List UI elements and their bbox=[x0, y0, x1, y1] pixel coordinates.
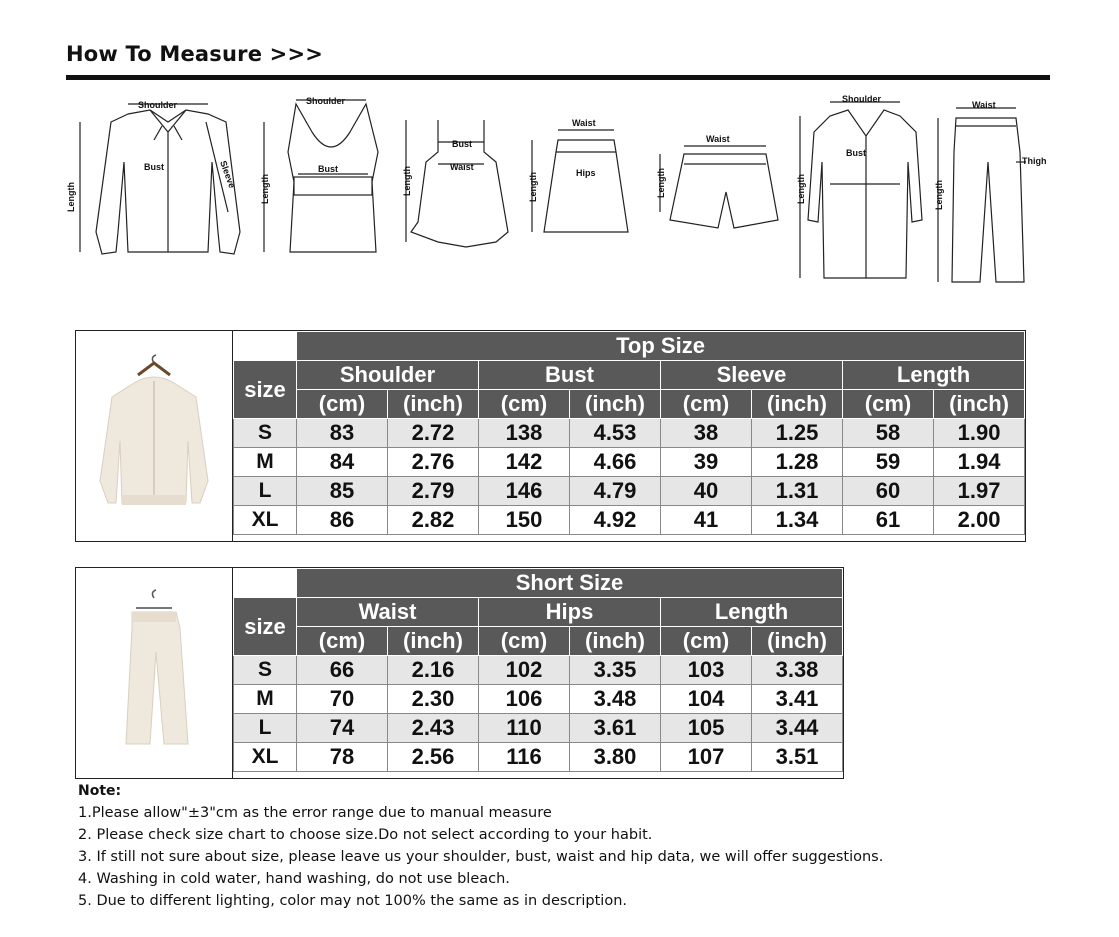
value-cell: 2.43 bbox=[388, 714, 479, 743]
top-size-title: Top Size bbox=[297, 332, 1025, 361]
top-unit-header: (cm) bbox=[661, 390, 752, 419]
top-size-chart bbox=[75, 330, 1026, 542]
value-cell: 2.00 bbox=[934, 506, 1025, 535]
page-title: How To Measure >>> bbox=[66, 42, 324, 66]
pants-image bbox=[76, 568, 232, 778]
note-item: 4. Washing in cold water, hand washing, do not use bleach. bbox=[78, 871, 510, 887]
value-cell: 58 bbox=[843, 419, 934, 448]
top-group-header: Bust bbox=[479, 361, 661, 390]
short-unit-header: (cm) bbox=[297, 627, 388, 656]
blouse-diagram bbox=[80, 104, 240, 254]
short-size-title: Short Size bbox=[297, 569, 843, 598]
table-row bbox=[234, 743, 843, 772]
size-cell: M bbox=[234, 685, 297, 714]
value-cell: 2.82 bbox=[388, 506, 479, 535]
dress-bust-label: Bust bbox=[452, 139, 472, 149]
value-cell: 2.16 bbox=[388, 656, 479, 685]
value-cell: 66 bbox=[297, 656, 388, 685]
header-divider bbox=[66, 75, 1050, 80]
table-row bbox=[234, 448, 1025, 477]
value-cell: 3.41 bbox=[752, 685, 843, 714]
value-cell: 1.94 bbox=[934, 448, 1025, 477]
value-cell: 38 bbox=[661, 419, 752, 448]
skirt-length-label: Length bbox=[528, 172, 538, 202]
value-cell: 83 bbox=[297, 419, 388, 448]
skirt-hips-label: Hips bbox=[576, 168, 596, 178]
tank-length-label: Length bbox=[260, 174, 270, 204]
blouse-sleeve-label: Sleeve bbox=[218, 159, 238, 190]
value-cell: 106 bbox=[479, 685, 570, 714]
value-cell: 84 bbox=[297, 448, 388, 477]
top-group-header: Shoulder bbox=[297, 361, 479, 390]
tank-diagram bbox=[264, 100, 378, 252]
value-cell: 3.80 bbox=[570, 743, 661, 772]
size-cell: S bbox=[234, 656, 297, 685]
coat-shoulder-label: Shoulder bbox=[842, 94, 882, 104]
measure-header bbox=[66, 42, 1050, 66]
value-cell: 78 bbox=[297, 743, 388, 772]
coat-length-label: Length bbox=[796, 174, 806, 204]
pants-waist-label: Waist bbox=[972, 100, 996, 110]
value-cell: 138 bbox=[479, 419, 570, 448]
value-cell: 3.48 bbox=[570, 685, 661, 714]
table-row bbox=[234, 656, 843, 685]
value-cell: 1.90 bbox=[934, 419, 1025, 448]
value-cell: 74 bbox=[297, 714, 388, 743]
value-cell: 41 bbox=[661, 506, 752, 535]
short-unit-header: (inch) bbox=[752, 627, 843, 656]
size-cell: XL bbox=[234, 506, 297, 535]
value-cell: 104 bbox=[661, 685, 752, 714]
short-unit-header: (cm) bbox=[661, 627, 752, 656]
value-cell: 3.38 bbox=[752, 656, 843, 685]
value-cell: 1.97 bbox=[934, 477, 1025, 506]
value-cell: 1.28 bbox=[752, 448, 843, 477]
value-cell: 59 bbox=[843, 448, 934, 477]
size-cell: S bbox=[234, 419, 297, 448]
value-cell: 102 bbox=[479, 656, 570, 685]
top-unit-header: (inch) bbox=[752, 390, 843, 419]
value-cell: 1.25 bbox=[752, 419, 843, 448]
note-item: 1.Please allow"±3"cm as the error range due to manual measure bbox=[78, 805, 552, 821]
value-cell: 146 bbox=[479, 477, 570, 506]
shorts-waist-label: Waist bbox=[706, 134, 730, 144]
top-unit-header: (inch) bbox=[934, 390, 1025, 419]
skirt-diagram bbox=[532, 130, 628, 232]
coat-diagram bbox=[800, 102, 922, 278]
jacket-photo bbox=[76, 331, 233, 541]
coat-bust-label: Bust bbox=[846, 148, 866, 158]
short-group-header: Waist bbox=[297, 598, 479, 627]
tank-shoulder-label: Shoulder bbox=[306, 96, 346, 106]
value-cell: 70 bbox=[297, 685, 388, 714]
value-cell: 110 bbox=[479, 714, 570, 743]
value-cell: 2.79 bbox=[388, 477, 479, 506]
value-cell: 2.30 bbox=[388, 685, 479, 714]
blouse-bust-label: Bust bbox=[144, 162, 164, 172]
top-group-header: Sleeve bbox=[661, 361, 843, 390]
value-cell: 103 bbox=[661, 656, 752, 685]
value-cell: 2.76 bbox=[388, 448, 479, 477]
value-cell: 4.53 bbox=[570, 419, 661, 448]
value-cell: 3.51 bbox=[752, 743, 843, 772]
short-unit-header: (cm) bbox=[479, 627, 570, 656]
top-unit-header: (cm) bbox=[479, 390, 570, 419]
value-cell: 2.72 bbox=[388, 419, 479, 448]
top-unit-header: (cm) bbox=[843, 390, 934, 419]
value-cell: 60 bbox=[843, 477, 934, 506]
value-cell: 105 bbox=[661, 714, 752, 743]
value-cell: 107 bbox=[661, 743, 752, 772]
value-cell: 1.34 bbox=[752, 506, 843, 535]
size-cell: L bbox=[234, 714, 297, 743]
value-cell: 85 bbox=[297, 477, 388, 506]
table-row bbox=[234, 419, 1025, 448]
pants-thigh-label: Thigh bbox=[1022, 156, 1047, 166]
value-cell: 142 bbox=[479, 448, 570, 477]
short-group-header: Length bbox=[661, 598, 843, 627]
note-item: 2. Please check size chart to choose size.Do not select according to your habit. bbox=[78, 827, 653, 843]
blouse-length-label: Length bbox=[66, 182, 76, 212]
top-unit-header: (inch) bbox=[570, 390, 661, 419]
short-unit-header: (inch) bbox=[570, 627, 661, 656]
shorts-diagram bbox=[660, 146, 778, 228]
short-size-chart bbox=[75, 567, 844, 779]
notes-title: Note: bbox=[78, 783, 122, 799]
jacket-image bbox=[76, 331, 232, 541]
dress-waist-label: Waist bbox=[450, 162, 474, 172]
measurement-diagrams bbox=[66, 92, 1050, 292]
short-size-column-header: size bbox=[234, 598, 297, 656]
value-cell: 116 bbox=[479, 743, 570, 772]
table-row bbox=[234, 506, 1025, 535]
top-size-table bbox=[233, 331, 1025, 535]
table-row bbox=[234, 714, 843, 743]
pants-photo bbox=[76, 568, 233, 778]
pants-diagram bbox=[938, 108, 1026, 282]
value-cell: 150 bbox=[479, 506, 570, 535]
value-cell: 86 bbox=[297, 506, 388, 535]
table-row bbox=[234, 477, 1025, 506]
size-cell: L bbox=[234, 477, 297, 506]
top-unit-header: (inch) bbox=[388, 390, 479, 419]
note-item: 5. Due to different lighting, color may not 100% the same as in description. bbox=[78, 893, 628, 909]
size-cell: XL bbox=[234, 743, 297, 772]
shorts-length-label: Length bbox=[656, 168, 666, 198]
top-unit-header: (cm) bbox=[297, 390, 388, 419]
value-cell: 40 bbox=[661, 477, 752, 506]
note-item: 3. If still not sure about size, please leave us your shoulder, bust, waist and hip data, we will offer suggestions. bbox=[78, 849, 884, 865]
value-cell: 3.61 bbox=[570, 714, 661, 743]
table-row bbox=[234, 685, 843, 714]
blouse-shoulder-label: Shoulder bbox=[138, 100, 178, 110]
pants-length-label: Length bbox=[934, 180, 944, 210]
value-cell: 61 bbox=[843, 506, 934, 535]
value-cell: 3.44 bbox=[752, 714, 843, 743]
value-cell: 1.31 bbox=[752, 477, 843, 506]
top-group-header: Length bbox=[843, 361, 1025, 390]
top-size-column-header: size bbox=[234, 361, 297, 419]
short-group-header: Hips bbox=[479, 598, 661, 627]
notes-section bbox=[78, 780, 978, 912]
garment-diagrams-svg bbox=[66, 92, 1050, 292]
dress-length-label: Length bbox=[402, 166, 412, 196]
skirt-waist-label: Waist bbox=[572, 118, 596, 128]
value-cell: 2.56 bbox=[388, 743, 479, 772]
short-size-table bbox=[233, 568, 843, 772]
short-unit-header: (inch) bbox=[388, 627, 479, 656]
value-cell: 4.66 bbox=[570, 448, 661, 477]
value-cell: 3.35 bbox=[570, 656, 661, 685]
value-cell: 4.79 bbox=[570, 477, 661, 506]
tank-bust-label: Bust bbox=[318, 164, 338, 174]
value-cell: 39 bbox=[661, 448, 752, 477]
size-cell: M bbox=[234, 448, 297, 477]
value-cell: 4.92 bbox=[570, 506, 661, 535]
